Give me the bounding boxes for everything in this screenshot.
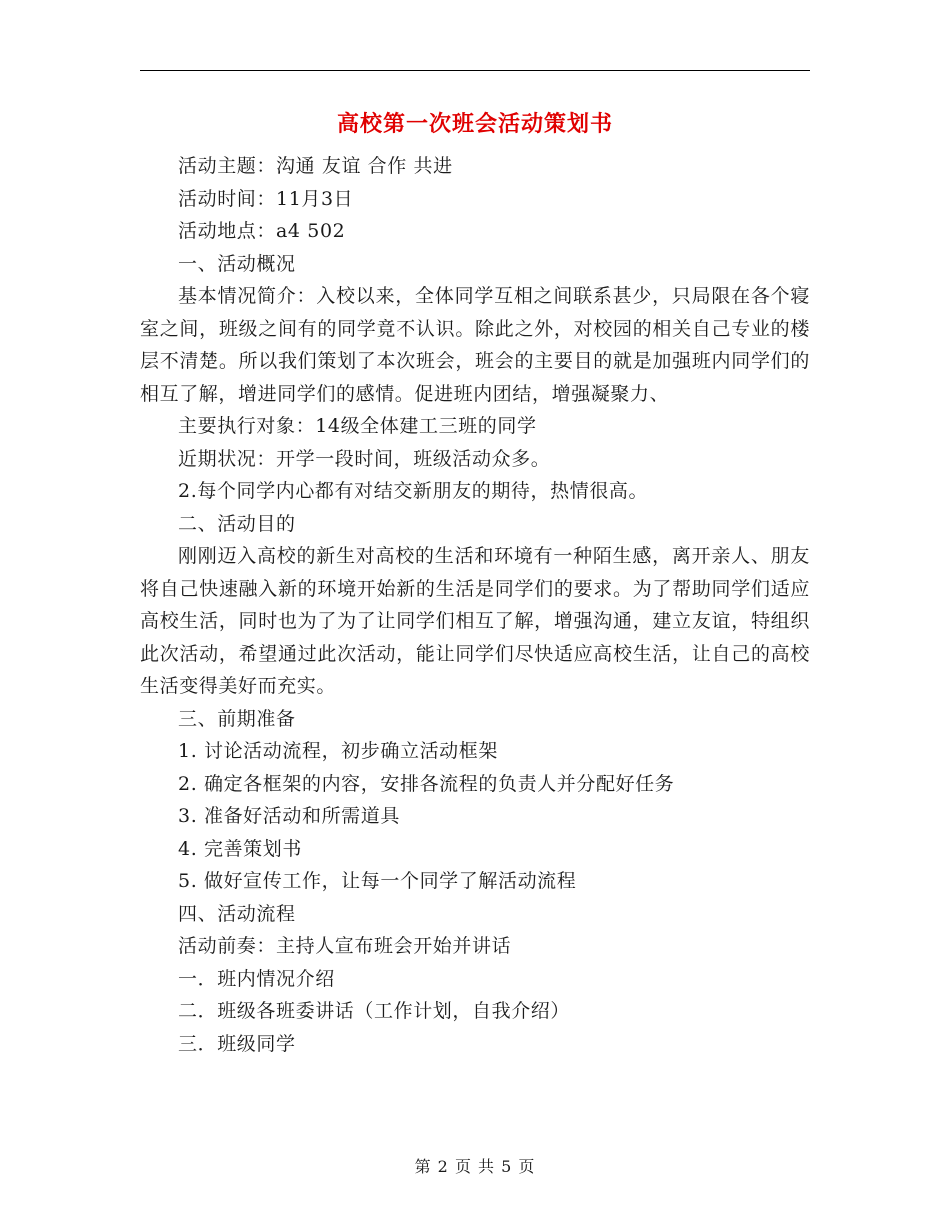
paragraph-overview: 基本情况简介：入校以来，全体同学互相之间联系甚少，只局限在各个寝室之间，班级之间有的同学竟不认识。除此之外，对校园的相关自己专业的楼层不清楚。所以我们策划了本次班会，班会的主要目的就是加强班内同学们的相互了解，增进同学们的感情。促进班内团结，增强凝聚力、 — [140, 285, 810, 405]
paragraph-target: 主要执行对象：14级全体建工三班的同学 — [178, 415, 537, 437]
list-item-process-3: 三．班级同学 — [178, 1032, 296, 1055]
section-heading-overview: 一、活动概况 — [178, 252, 296, 275]
section-heading-process: 四、活动流程 — [178, 902, 296, 925]
paragraph-purpose: 刚刚迈入高校的新生对高校的生活和环境有一种陌生感，离开亲人、朋友将自己快速融入新的环境开始新的生活是同学们的要求。为了帮助同学们适应高校生活，同时也为了为了让同学们相互了解，增强沟通，建立友谊，特组织此次活动，希望通过此次活动，能让同学们尽快适应高校生活，让自己的高校生活变得美好而充实。 — [140, 545, 810, 697]
section-heading-preparation: 三、前期准备 — [178, 707, 296, 730]
paragraph-prelude: 活动前奏：主持人宣布班会开始并讲话 — [178, 935, 512, 957]
list-item-prep-1: 1. 讨论活动流程，初步确立活动框架 — [178, 740, 498, 762]
list-item-process-2: 二．班级各班委讲话（工作计划，自我介绍） — [178, 1000, 571, 1022]
document-title: 高校第一次班会活动策划书 — [336, 111, 613, 137]
list-item-prep-5: 5. 做好宣传工作，让每一个同学了解活动流程 — [178, 870, 577, 892]
page-footer — [0, 1154, 950, 1177]
paragraph-time: 活动时间：11月3日 — [178, 187, 354, 210]
paragraph-location: 活动地点：a4 502 — [178, 220, 346, 242]
document-body — [140, 150, 810, 1060]
header-rule — [140, 70, 810, 71]
section-heading-purpose: 二、活动目的 — [178, 512, 296, 535]
list-item-prep-2: 2. 确定各框架的内容，安排各流程的负责人并分配好任务 — [178, 772, 675, 795]
page-number-label: 第 2 页 共 5 页 — [414, 1157, 536, 1176]
list-item-process-1: 一．班内情况介绍 — [178, 967, 335, 990]
list-item-prep-4: 4. 完善策划书 — [178, 837, 302, 860]
paragraph-recent-status: 近期状况：开学一段时间，班级活动众多。 — [178, 447, 551, 470]
paragraph-expectation: 2.每个同学内心都有对结交新朋友的期待，热情很高。 — [178, 480, 649, 502]
paragraph-theme: 活动主题：沟通 友谊 合作 共进 — [178, 155, 453, 177]
list-item-prep-3: 3. 准备好活动和所需道具 — [178, 805, 400, 827]
